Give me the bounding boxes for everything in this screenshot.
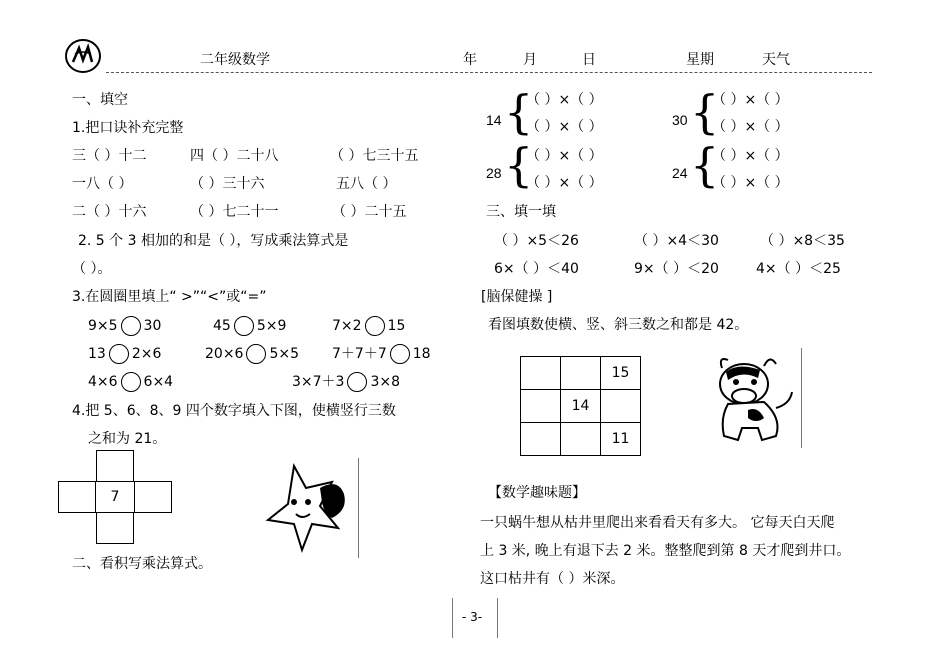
grid-cell[interactable]: 11 <box>601 423 641 456</box>
brace-row: （ ）×（ ） <box>526 175 603 191</box>
fun-title: 【数学趣味题】 <box>488 485 586 501</box>
cow-cartoon-image <box>698 348 802 448</box>
q1-item: （ ）七二十一 <box>190 204 279 220</box>
q4-line1: 4.把 5、6、8、9 四个数字填入下图，使横竖行三数 <box>72 403 396 419</box>
brace-icon: { <box>504 85 534 139</box>
grid-cell[interactable]: 15 <box>601 357 641 390</box>
compare-circle[interactable] <box>365 316 385 336</box>
fill-item: （ ）×8＜35 <box>760 233 845 249</box>
grid-cell[interactable] <box>561 423 601 456</box>
brace-icon: { <box>690 138 720 192</box>
cross-cell[interactable] <box>134 481 172 513</box>
brace-row: （ ）×（ ） <box>526 92 603 108</box>
fill-item: 6×（ ）＜40 <box>494 261 579 277</box>
brace-icon: { <box>504 138 534 192</box>
magic-square-grid <box>520 356 641 456</box>
fun-line3: 这口枯井有（ ）米深。 <box>480 571 625 587</box>
q1-item: （ ）七三十五 <box>330 148 419 164</box>
grid-cell[interactable] <box>561 357 601 390</box>
q3-title: 3.在圆圈里填上“ >”“<”或“=” <box>72 289 267 305</box>
brace-row: （ ）×（ ） <box>526 119 603 135</box>
fill-item: 4×（ ）＜25 <box>756 261 841 277</box>
header-divider <box>106 72 872 73</box>
compare-circle[interactable] <box>390 344 410 364</box>
brace-icon: { <box>690 85 720 139</box>
compare-circle[interactable] <box>234 316 254 336</box>
fun-line1: 一只蜗牛想从枯井里爬出来看看天有多大。 它每天白天爬 <box>480 515 835 531</box>
q1-item: 五八（ ） <box>336 176 397 192</box>
brace-row: （ ）×（ ） <box>712 175 789 191</box>
compare-item: 7＋7＋7 18 <box>332 346 431 362</box>
cross-cell[interactable] <box>96 512 134 544</box>
compare-item: 20×6 5×5 <box>205 346 299 362</box>
brace-number: 28 <box>486 165 502 181</box>
year-label: 年 <box>463 52 477 68</box>
cross-cell[interactable] <box>58 481 96 513</box>
compare-item: 13 2×6 <box>88 346 162 362</box>
q1-item: 二（ ）十六 <box>72 204 147 220</box>
q4-line2: 之和为 21。 <box>88 431 167 447</box>
compare-circle[interactable] <box>121 316 141 336</box>
compare-item: 7×2 15 <box>332 318 406 334</box>
brace-row: （ ）×（ ） <box>712 92 789 108</box>
compare-circle[interactable] <box>109 344 129 364</box>
month-label: 月 <box>523 52 537 68</box>
brain-text: 看图填数使横、竖、斜三数之和都是 42。 <box>488 317 749 333</box>
compare-item: 4×6 6×4 <box>88 374 174 390</box>
brace-number: 14 <box>486 112 502 128</box>
weekday-label: 星期 <box>686 52 714 68</box>
q1-item: 四（ ）二十八 <box>190 148 279 164</box>
q1-title: 1.把口诀补充完整 <box>72 120 184 136</box>
compare-circle[interactable] <box>246 344 266 364</box>
section3-title: 三、填一填 <box>486 204 556 220</box>
grid-cell[interactable] <box>521 423 561 456</box>
q1-item: （ ）三十六 <box>190 176 265 192</box>
cross-cell[interactable] <box>96 450 134 482</box>
section2-title: 二、看积写乘法算式。 <box>72 556 212 572</box>
grid-cell[interactable]: 14 <box>561 390 601 423</box>
q1-item: 一八（ ） <box>72 176 133 192</box>
fun-line2: 上 3 米, 晚上有退下去 2 米。整整爬到第 8 天才爬到井口。 <box>480 543 851 559</box>
brace-row: （ ）×（ ） <box>712 148 789 164</box>
q2-line2: （ ）。 <box>72 261 112 277</box>
subject-title: 二年级数学 <box>200 52 270 68</box>
fill-item: （ ）×4＜30 <box>634 233 719 249</box>
grid-cell[interactable] <box>601 390 641 423</box>
cross-center-cell: 7 <box>95 481 135 513</box>
q1-item: （ ）二十五 <box>332 204 407 220</box>
brace-number: 30 <box>672 112 688 128</box>
star-cartoon-image <box>258 458 362 558</box>
page-number: - 3- <box>462 610 483 624</box>
compare-circle[interactable] <box>347 372 367 392</box>
day-label: 日 <box>582 52 596 68</box>
school-logo-icon <box>64 38 102 74</box>
brain-title: [脑保健操 ] <box>481 289 553 305</box>
grid-cell[interactable] <box>521 390 561 423</box>
compare-item: 45 5×9 <box>213 318 287 334</box>
weather-label: 天气 <box>762 52 790 68</box>
compare-item: 3×7＋3 3×8 <box>292 374 400 390</box>
brace-number: 24 <box>672 165 688 181</box>
fill-item: 9×（ ）＜20 <box>634 261 719 277</box>
section1-title: 一、填空 <box>72 92 128 108</box>
compare-circle[interactable] <box>121 372 141 392</box>
q2-line1: 2. 5 个 3 相加的和是（ ），写成乘法算式是 <box>78 233 349 249</box>
brace-row: （ ）×（ ） <box>526 148 603 164</box>
fill-item: （ ）×5＜26 <box>494 233 579 249</box>
q1-item: 三（ ）十二 <box>72 148 147 164</box>
grid-cell[interactable] <box>521 357 561 390</box>
brace-row: （ ）×（ ） <box>712 119 789 135</box>
compare-item: 9×5 30 <box>88 318 162 334</box>
